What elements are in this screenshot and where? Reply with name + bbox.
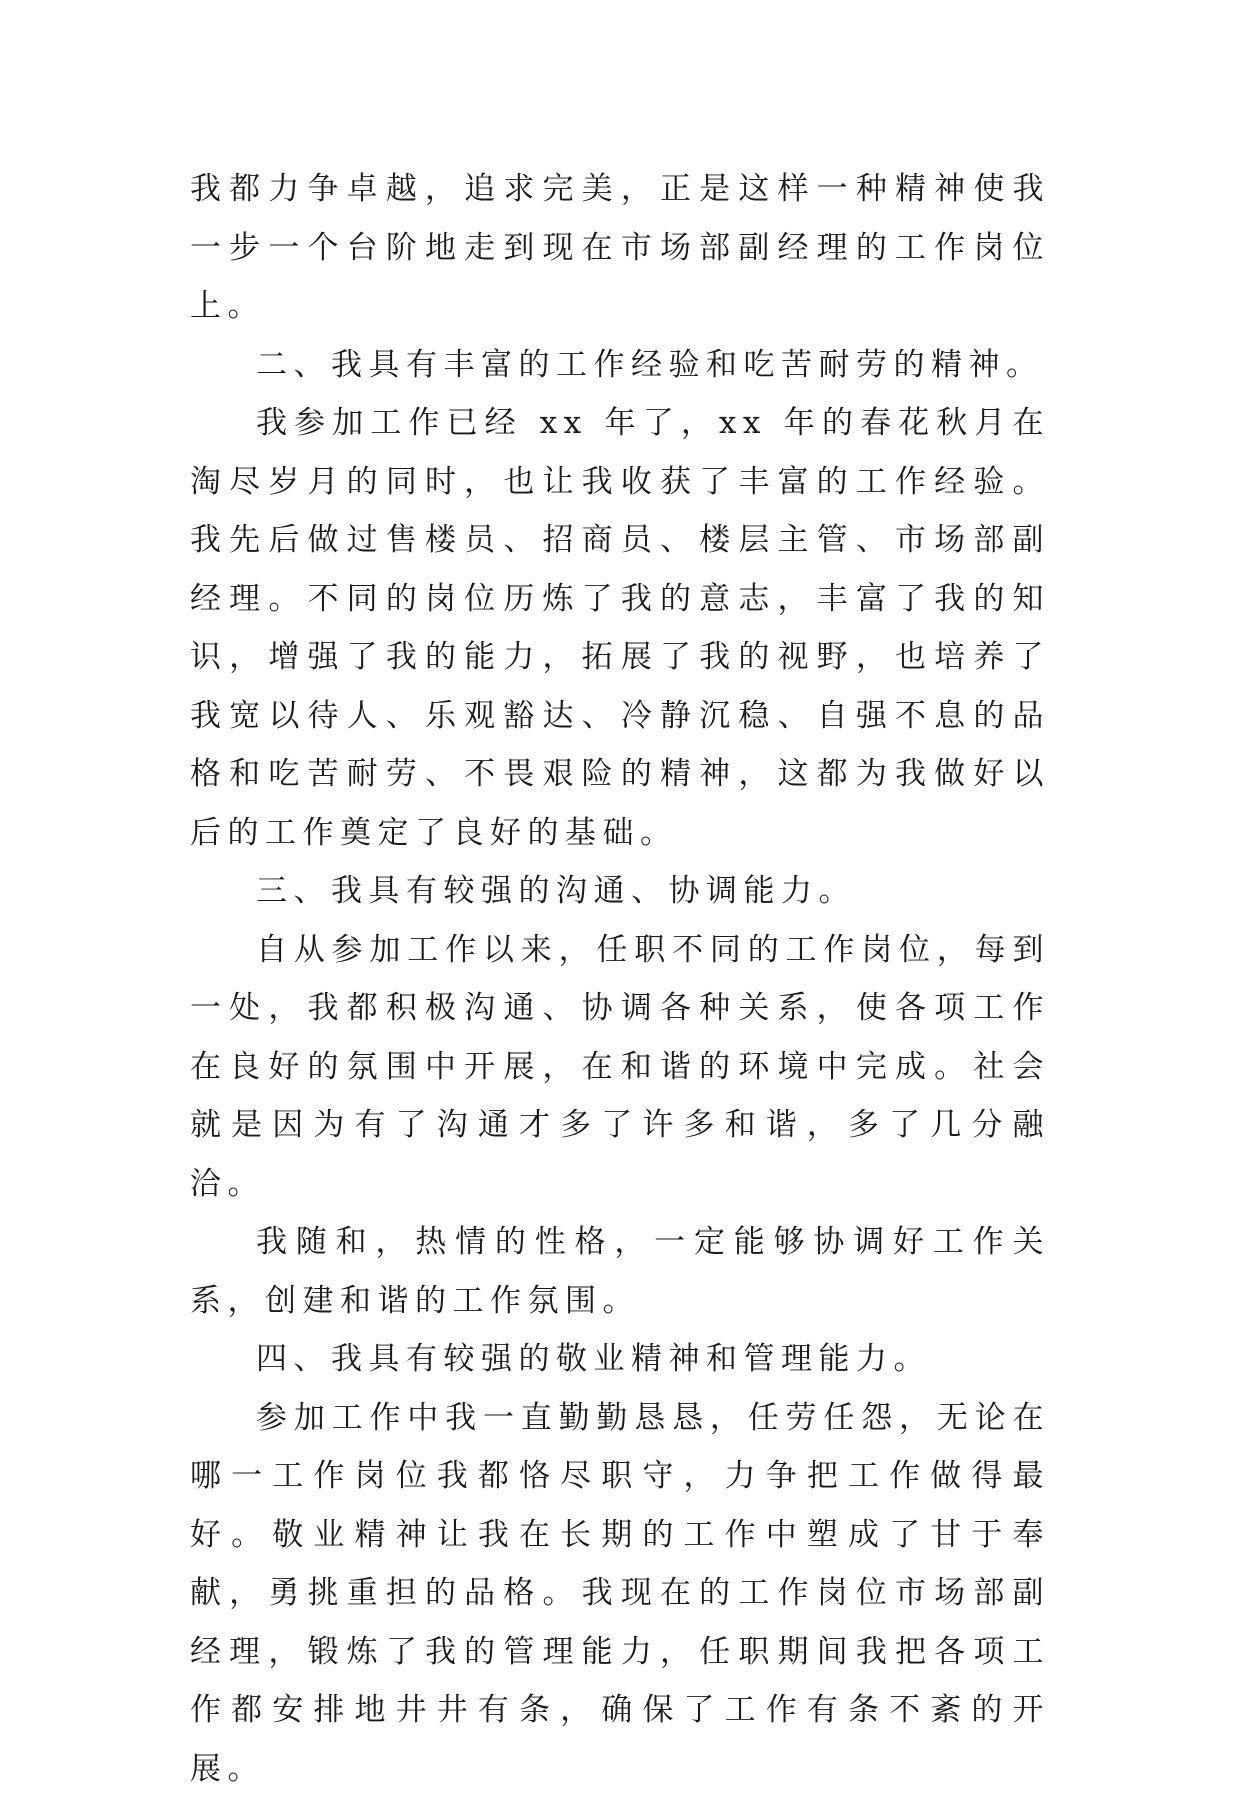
paragraph-personality: 我随和，热情的性格，一定能够协调好工作关系，创建和谐的工作氛围。 <box>190 1213 1050 1330</box>
heading-point-four: 四、我具有较强的敬业精神和管理能力。 <box>190 1330 1050 1389</box>
paragraph-dedication: 参加工作中我一直勤勤恳恳，任劳任怨，无论在哪一工作岗位我都恪尽职守，力争把工作做得最好。敬业精神让我在长期的工作中塑成了甘于奉献，勇挑重担的品格。我现在的工作岗位市场部副经理，锻炼了我的管理能力，任职期间我把各项工作都安排地井井有条，确保了工作有条不紊的开展。 <box>190 1389 1050 1798</box>
paragraph-experience: 我参加工作已经 xx 年了，xx 年的春花秋月在淘尽岁月的同时，也让我收获了丰富的工作经验。我先后做过售楼员、招商员、楼层主管、市场部副经理。不同的岗位历炼了我的意志，丰富了我的知识，增强了我的能力，拓展了我的视野，也培养了我宽以待人、乐观豁达、冷静沉稳、自强不息的品格和吃苦耐劳、不畏艰险的精神，这都为我做好以后的工作奠定了良好的基础。 <box>190 394 1050 862</box>
heading-point-two: 二、我具有丰富的工作经验和吃苦耐劳的精神。 <box>190 336 1050 395</box>
heading-point-three: 三、我具有较强的沟通、协调能力。 <box>190 862 1050 921</box>
paragraph-continuation: 我都力争卓越，追求完美，正是这样一种精神使我一步一个台阶地走到现在市场部副经理的工作岗位上。 <box>190 160 1050 336</box>
document-body <box>190 160 1050 1798</box>
paragraph-communication: 自从参加工作以来，任职不同的工作岗位，每到一处，我都积极沟通、协调各种关系，使各项工作在良好的氛围中开展，在和谐的环境中完成。社会就是因为有了沟通才多了许多和谐，多了几分融洽。 <box>190 921 1050 1214</box>
